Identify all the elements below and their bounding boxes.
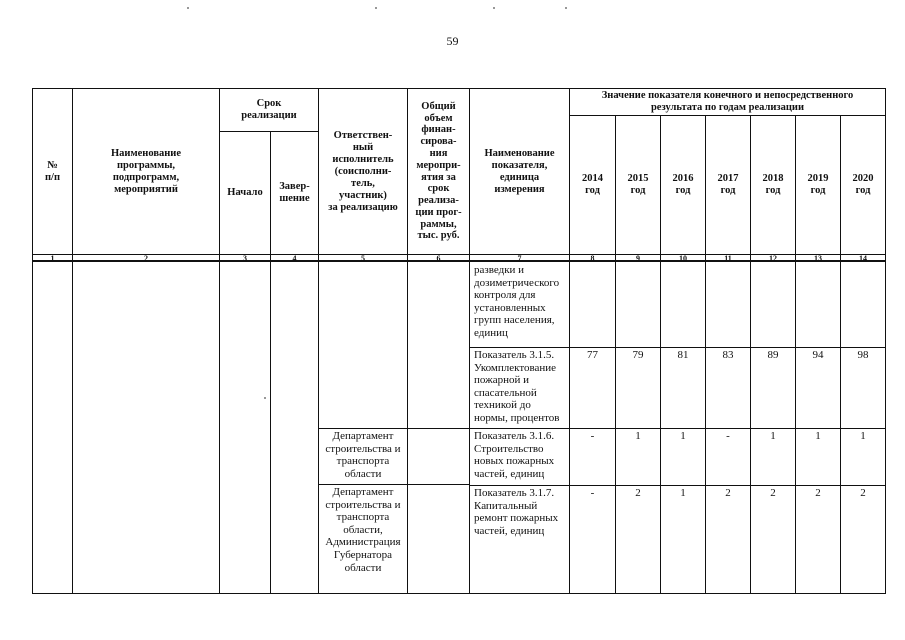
responsible-text: Департамент строительства и транспорта области [325,430,401,480]
indicator-text: разведки и дозиметрического контроля для установленных групп населения, единиц [474,264,560,339]
header-year: 2018 год [762,173,784,196]
header-start: Начало [227,187,263,198]
header-end: Завер- шение [279,181,310,204]
indicator-text: Показатель 3.1.7. Капитальный ремонт пожарных частей, единиц [474,487,559,537]
header-funding: Общий объем финан- сирова- ния меропри- ятия за срок реализа- ции прог- раммы, тыс. руб. [415,100,462,242]
value-2014: - [590,430,595,442]
column-number: 3 [243,254,247,263]
value-2014: 77 [587,349,598,361]
header-program-name: Наименование программы, подпрограмм, мероприятий [111,147,181,195]
header-year: 2019 год [807,173,829,196]
value-2019: 94 [812,349,824,361]
value-2016: 1 [680,487,686,499]
value-2019: 2 [815,487,821,499]
value-2015: 79 [632,349,644,361]
value-2020: 1 [860,430,866,442]
row-line [318,428,886,429]
value-2015: 2 [635,487,641,499]
column-number: 1 [50,254,55,263]
table-border-bottom [32,593,886,594]
header-number: № п/п [44,159,61,183]
table-border-right [885,88,886,594]
header-year: 2017 год [717,173,739,196]
value-2019: 1 [815,430,821,442]
header-responsible: Ответствен- ный исполнитель (соисполни- тель, участник) за реализацию [328,129,398,213]
column-number: 14 [859,254,867,263]
value-2014: - [590,487,595,499]
value-2020: 98 [857,349,869,361]
indicator-table [32,88,886,594]
value-2015: 1 [635,430,641,442]
indicator-text: Показатель 3.1.6. Строительство новых пожарных частей, единиц [474,430,555,480]
column-number: 5 [361,254,365,263]
header-year: 2015 год [627,173,649,196]
header-year: 2020 год [852,173,874,196]
scan-speck [187,7,189,9]
column-number: 4 [292,254,297,263]
value-2017: 83 [722,349,734,361]
column-number: 8 [590,254,595,263]
column-number: 7 [517,254,522,263]
scan-speck [565,7,567,9]
value-2020: 2 [860,487,866,499]
page-number: 59 [446,34,459,48]
column-number: 6 [436,254,441,263]
scan-speck [493,7,495,9]
value-2017: 2 [725,487,731,499]
scan-speck [375,7,377,9]
row-line [318,484,469,485]
column-number: 11 [724,254,732,263]
value-2018: 2 [770,487,776,499]
value-2017: - [726,430,730,442]
header-year: 2014 год [582,173,603,196]
header-year: 2016 год [672,173,694,196]
column-number: 2 [144,254,148,263]
value-2018: 1 [770,430,776,442]
value-2016: 1 [680,430,686,442]
column-number: 9 [636,254,640,263]
responsible-text: Департамент строительства и транспорта области, Администрация Губернатора области [325,486,401,574]
header-term-group: Срок реализации [241,98,297,121]
header-indicator-name: Наименование показателя, единица измерения [484,147,555,195]
column-number: 12 [769,254,777,263]
value-2018: 89 [767,349,779,361]
value-2016: 81 [677,349,689,361]
header-values-group: Значение показателя конечного и непосредственного результата по годам реализации [601,90,854,113]
column-number: 10 [679,254,687,263]
row-line [469,347,886,348]
column-number: 13 [814,254,822,263]
indicator-text: Показатель 3.1.5. Укомплектование пожарной и спасательной техникой до нормы, процентов [474,349,560,424]
row-line [469,485,886,486]
